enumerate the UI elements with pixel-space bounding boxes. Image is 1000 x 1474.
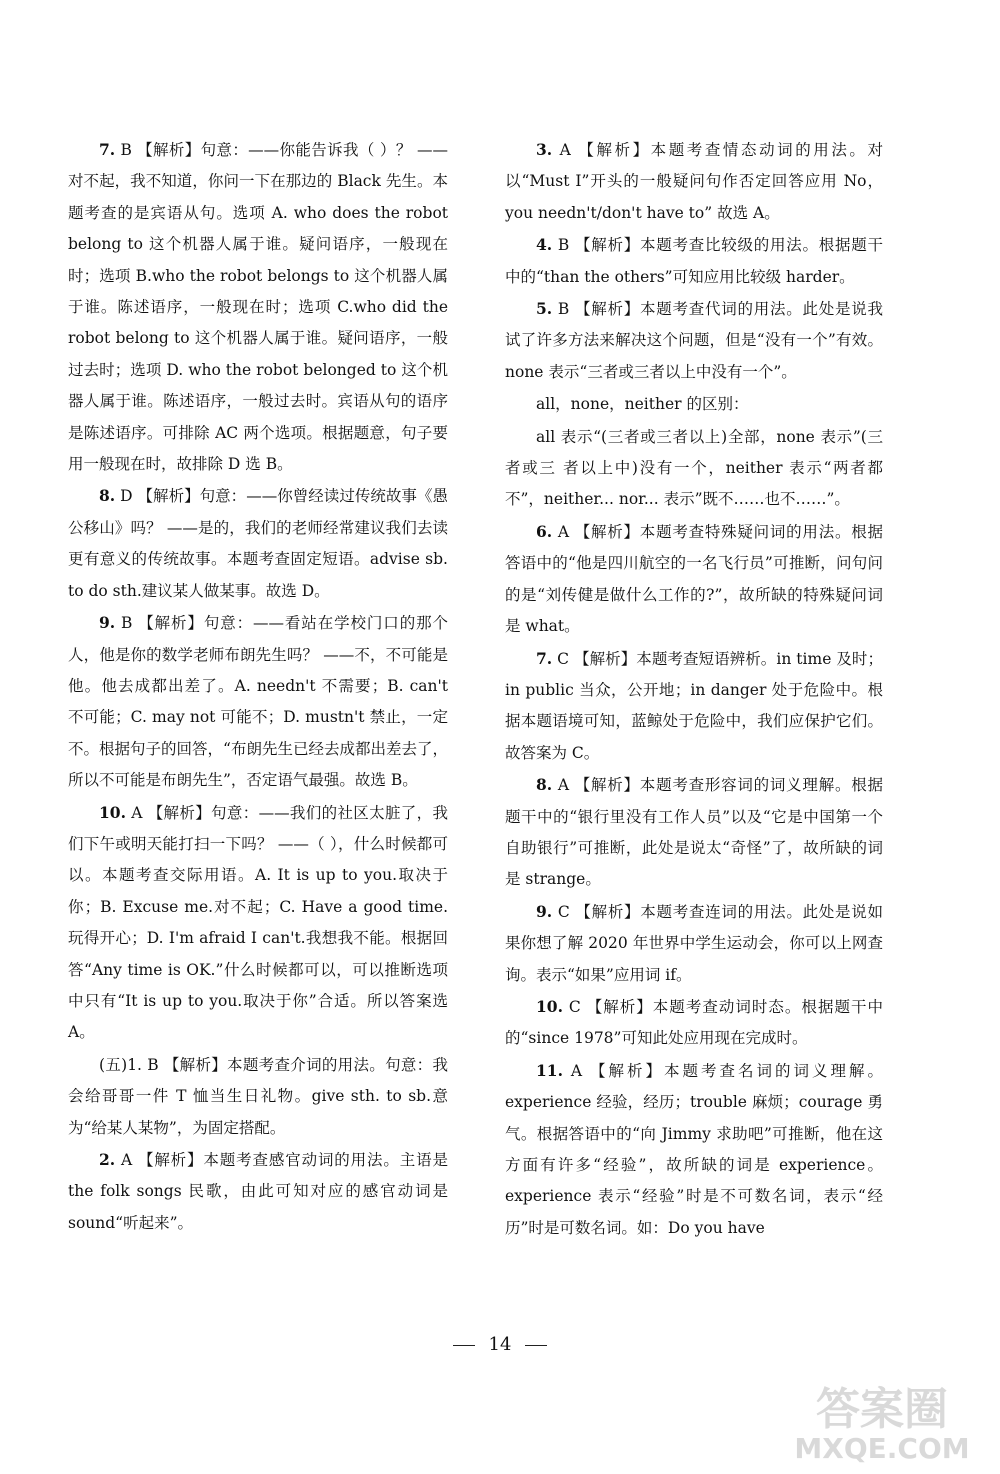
answer-paragraph: 2. A 【解析】本题考查感官动词的用法。主语是 the folk songs 民歌，由此可知对应的感官动词是 sound“听起来”。 bbox=[68, 1150, 448, 1232]
answer-paragraph: 5. B 【解析】本题考查代词的用法。此处是说我试了许多方法来解决这个问题，但是“没有一个”有效。none 表示“三者或三者以上中没有一个”。 bbox=[505, 299, 883, 381]
watermark-brand: 答案圈 bbox=[816, 1384, 948, 1435]
note-paragraph: all 表示“(三者或三者以上)全部，none 表示”(三者或三 者以上中)没有一个，neither 表示“两者都不”，neither... nor... 表示”既不……也不……”。 bbox=[505, 427, 883, 509]
footer-dash-left bbox=[453, 1345, 475, 1346]
answer-paragraph: 8. A 【解析】本题考查形容词的词义理解。根据题干中的“银行里没有工作人员”以及“它是中国第一个自助银行”可推断，此处是说太“奇怪”了，故所缺的词是 strange。 bbox=[505, 775, 883, 889]
page-footer bbox=[0, 1334, 1000, 1355]
answer-paragraph: 4. B 【解析】本题考查比较级的用法。根据题干中的“than the others”可知应用比较级 harder。 bbox=[505, 235, 883, 286]
footer-dash-right bbox=[525, 1345, 547, 1346]
left-column bbox=[68, 134, 448, 1239]
watermark-logo bbox=[782, 1374, 982, 1466]
watermark-url: MXQE.COM bbox=[794, 1432, 970, 1465]
note-paragraph: all，none，neither 的区别： bbox=[536, 395, 749, 414]
answer-paragraph: 9. B 【解析】句意：——看站在学校门口的那个人，他是你的数学老师布朗先生吗？ ——不，不可能是他。他去成都出差了。A. needn't 不需要；B. can't 不可能；C. may not 可能不；D. mustn't 禁止，一定不。根据句子的回答，“布朗先生已经去成都出差去了，所以不可能是布朗先生”，否定语气最强。故选 B。 bbox=[68, 613, 448, 790]
right-column bbox=[505, 134, 883, 1244]
answer-paragraph: 10. C 【解析】本题考查动词时态。根据题干中的“since 1978”可知此处应用现在完成时。 bbox=[505, 996, 883, 1048]
answer-paragraph: 7. C 【解析】本题考查短语辨析。in time 及时；in public 当众，公开地；in danger 处于危险中。根据本题语境可知，蓝鲸处于危险中，我们应保护它们。故答案为 C。 bbox=[505, 648, 883, 762]
answer-paragraph: 3. A 【解析】本题考查情态动词的用法。对以“Must I”开头的一般疑问句作否定回答应用 No，you needn't/don't have to” 故选 A。 bbox=[505, 140, 883, 222]
answer-paragraph: 7. B 【解析】句意：——你能告诉我（ ）？ ——对不起，我不知道，你问一下在那边的 Black 先生。本题考查的是宾语从句。选项 A. who does the robot belong to 这个机器人属于谁。疑问语序，一般现在时；选项 B.who the robot belongs to 这个机器人属于谁。陈述语序，一般现在时；选项 C.who did the robot belong to 这个机器人属于谁。疑问语序，一般过去时；选项 D. who the robot belonged to 这个机器人属于谁。陈述语序，一般过去时。宾语从句的语序是陈述语序。可排除 AC 两个选项。根据题意，句子要用一般现在时，故排除 D 选 B。 bbox=[68, 140, 448, 474]
answer-paragraph: 6. A 【解析】本题考查特殊疑问词的用法。根据答语中的“他是四川航空的一名飞行员”可推断，问句问的是“刘传健是做什么工作的?”，故所缺的特殊疑问词是 what。 bbox=[505, 521, 883, 636]
answer-paragraph: 8. D 【解析】句意：——你曾经读过传统故事《愚公移山》吗？ ——是的，我们的老师经常建议我们去读更有意义的传统故事。本题考查固定短语。advise sb. to do sth.建议某人做某事。故选 D。 bbox=[68, 486, 448, 600]
answer-paragraph: 11. A 【解析】本题考查名词的词义理解。experience 经验，经历；trouble 麻烦；courage 勇气。根据答语中的“向 Jimmy 求助吧”可推断，他在这方面有许多“经验”，故所缺的词是 experience。experience 表示“经验”时是不可数名词，表示“经历”时是可数名词。如：Do you have bbox=[505, 1060, 883, 1237]
answer-paragraph: (五)1. B 【解析】本题考查介词的用法。句意：我会给哥哥一件 T 恤当生日礼物。give sth. to sb.意为“给某人某物”，为固定搭配。 bbox=[68, 1055, 448, 1137]
answer-paragraph: 9. C 【解析】本题考查连词的用法。此处是说如果你想了解 2020 年世界中学生运动会，你可以上网查询。表示“如果”应用词 if。 bbox=[505, 901, 883, 984]
page-number: 14 bbox=[488, 1334, 512, 1355]
answer-paragraph: 10. A 【解析】句意：——我们的社区太脏了，我们下午或明天能打扫一下吗？ ——（ ），什么时候都可以。本题考查交际用语。A. It is up to you.取决于你；B. Excuse me.对不起；C. Have a good time.玩得开心；D. I'm afraid I can't.我想我不能。根据回答“Any time is OK.”什么时候都可以，可以推断选项中只有“It is up to you.取决于你”合适。所以答案选 A。 bbox=[68, 802, 448, 1042]
